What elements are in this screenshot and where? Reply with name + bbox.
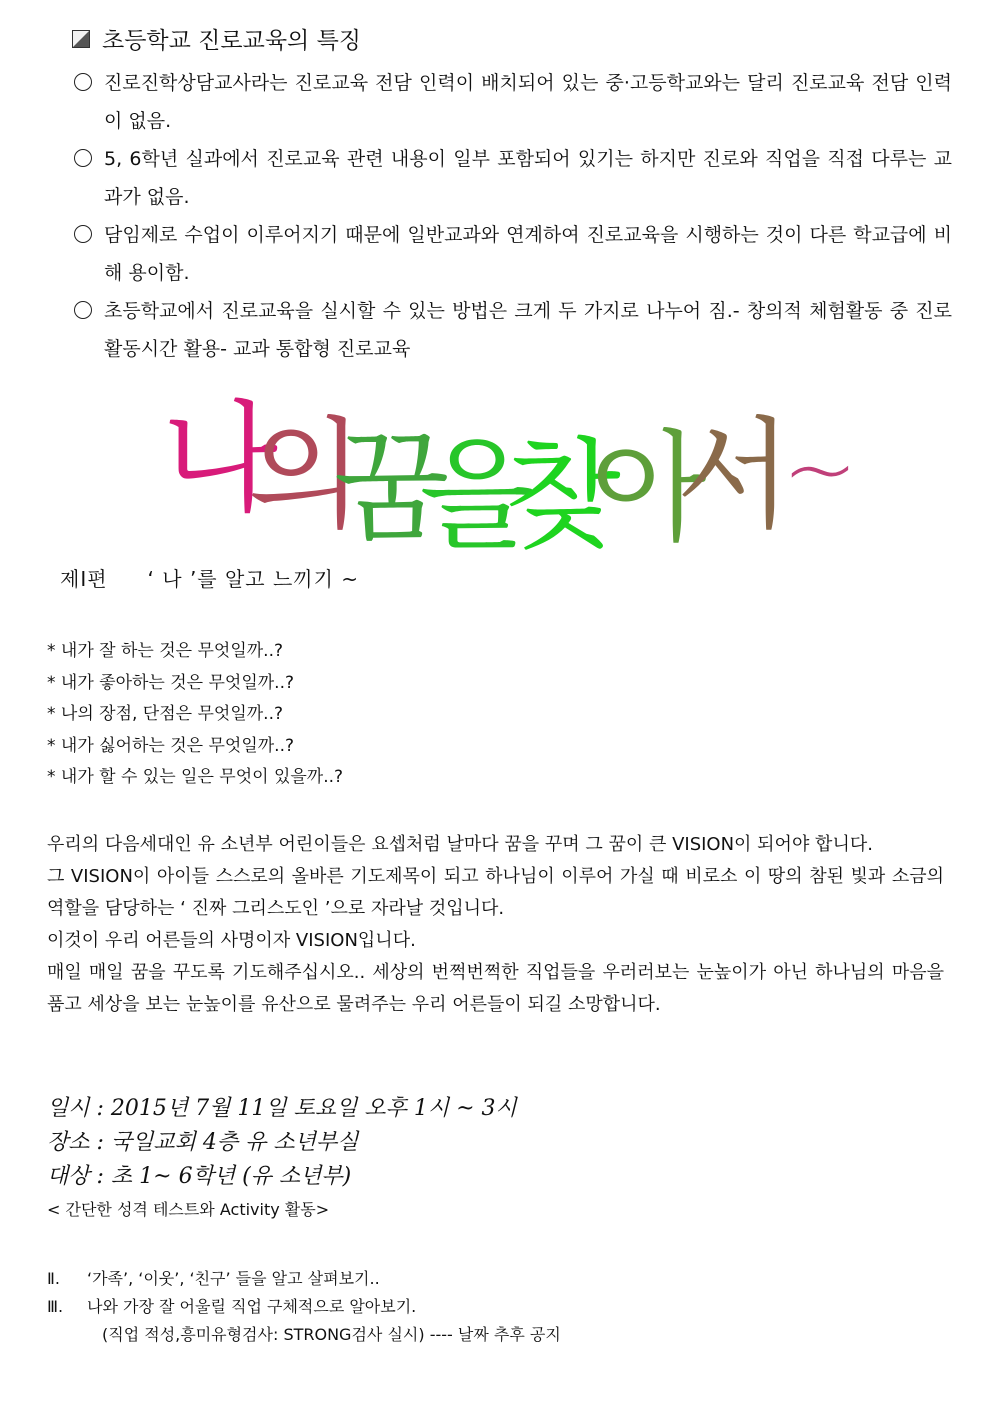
part-number: Ⅲ. xyxy=(47,1297,64,1316)
circle-bullet-icon xyxy=(74,73,92,91)
circle-bullet-icon xyxy=(74,301,92,319)
banner-char: 아 xyxy=(590,419,707,559)
part1-heading xyxy=(60,563,359,592)
event-target: 대상 : 초 1~ 6학년 (유 소년부) xyxy=(47,1164,352,1189)
part-number: Ⅱ. xyxy=(47,1269,60,1288)
square-bullet-icon xyxy=(72,30,90,48)
banner-char: 찾 xyxy=(504,427,621,567)
event-place: 장소 : 국일교회 4층 유 소년부실 xyxy=(47,1130,359,1155)
banner-char: ~ xyxy=(782,417,858,522)
part-item xyxy=(47,1265,561,1293)
event-info xyxy=(47,1092,517,1194)
event-activity: < 간단한 성격 테스트와 Activity 활동> xyxy=(47,1200,330,1219)
section-heading xyxy=(72,22,361,55)
feature-item: 초등학교에서 진로교육을 실시할 수 있는 방법은 크게 두 가지로 나누어 짐.- 창의적 체험활동 중 진로활동시간 활용- 교과 통합형 진로교육 xyxy=(72,292,952,368)
vision-paragraphs xyxy=(47,829,944,1021)
paragraph: 그 VISION이 아이들 스스로의 올바른 기도제목이 되고 하나님이 이루어 가실 때 비로소 이 땅의 참된 빛과 소금의 역할을 담당하는 ‘ 진짜 그리스도인 ’으로 자라날 것입니다. xyxy=(47,866,944,919)
part-text: ‘가족’, ‘이웃’, ‘친구’ 들을 알고 살펴보기.. xyxy=(87,1269,380,1288)
paragraph: 매일 매일 꿈을 꾸도록 기도해주십시오.. 세상의 번쩍번쩍한 직업들을 우러러보는 눈높이가 아닌 하나님의 마음을 품고 세상을 보는 눈높이를 유산으로 물려주는 우리 어른들이 되길 소망합니다. xyxy=(47,962,944,1015)
banner-char: 의 xyxy=(247,406,364,546)
upcoming-parts xyxy=(47,1265,561,1349)
part-item xyxy=(47,1293,561,1321)
question-item: * 나의 장점, 단점은 무엇일까..? xyxy=(47,704,283,724)
question-item: * 내가 할 수 있는 일은 무엇이 있을까..? xyxy=(47,767,344,787)
section-heading-text: 초등학교 진로교육의 특징 xyxy=(102,28,362,54)
question-item: * 내가 싫어하는 것은 무엇일까..? xyxy=(47,735,295,756)
parts-note: (직업 적성,흥미유형검사: STRONG검사 실시) ---- 날짜 추후 공지 xyxy=(102,1325,561,1344)
banner-char: 꿈 xyxy=(333,419,450,559)
banner-char: 나 xyxy=(162,390,278,529)
banner-char: 을 xyxy=(419,427,536,567)
event-datetime: 일시 : 2015년 7월 11일 토요일 오후 1시 ~ 3시 xyxy=(47,1096,517,1121)
paragraph: 이것이 우리 어른들의 사명이자 VISION입니다. xyxy=(47,930,416,951)
dream-banner-wordart xyxy=(162,370,880,567)
part1-label: 제Ⅰ편 xyxy=(60,567,108,591)
feature-item: 담임제로 수업이 이루어지기 때문에 일반교과와 연계하여 진로교육을 시행하는 것이 다른 학교급에 비해 용이함. xyxy=(72,216,952,292)
feature-item: 진로진학상담교사라는 진로교육 전담 인력이 배치되어 있는 중·고등학교와는 달리 진로교육 전담 인력이 없음. xyxy=(72,64,952,140)
paragraph: 우리의 다음세대인 유 소년부 어린이들은 요셉처럼 날마다 꿈을 꾸며 그 꿈이 큰 VISION이 되어야 합니다. xyxy=(47,834,873,855)
feature-list xyxy=(72,64,952,368)
feature-item: 5, 6학년 실과에서 진로교육 관련 내용이 일부 포함되어 있기는 하지만 진로와 직업을 직접 다루는 교과가 없음. xyxy=(72,140,952,216)
banner-char: 서 xyxy=(676,406,793,546)
question-item: * 내가 좋아하는 것은 무엇일까..? xyxy=(47,672,295,693)
part1-title: ‘ 나 ’를 알고 느끼기 ~ xyxy=(147,567,360,591)
circle-bullet-icon xyxy=(74,225,92,243)
circle-bullet-icon xyxy=(74,149,92,167)
question-item: * 내가 잘 하는 것은 무엇일까..? xyxy=(47,641,283,661)
question-list xyxy=(47,636,343,794)
part-text: 나와 가장 잘 어울릴 직업 구체적으로 알아보기. xyxy=(87,1297,417,1316)
